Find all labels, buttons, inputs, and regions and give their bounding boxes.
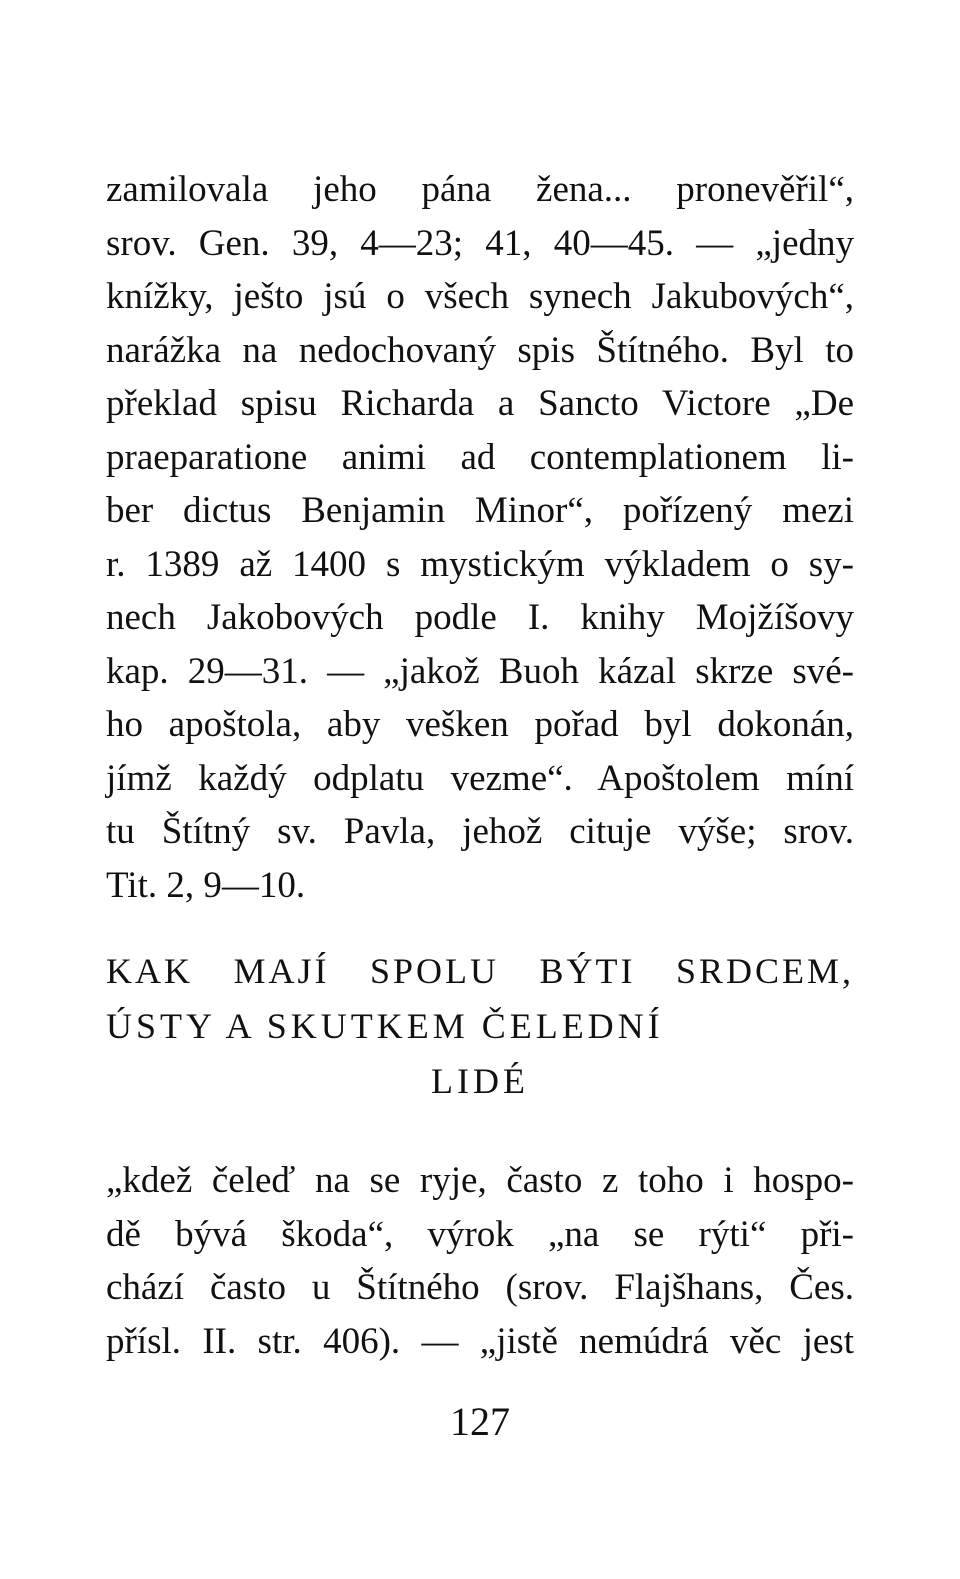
text-line: srov. Gen. 39, 4—23; 41, 40—45. — „jedny (106, 222, 854, 264)
commentary-paragraph (106, 163, 854, 912)
text-line: „kdež čeleď na se ryje, často z toho i hospo- (106, 1160, 854, 1201)
commentary-paragraph (106, 1154, 854, 1368)
text-line: knížky, ješto jsú o všech synech Jakubových“, (106, 276, 854, 317)
text-line: zamilovala jeho pána žena... pronevěřil“, (106, 169, 854, 210)
text-line: ho apoštola, aby vešken pořad byl dokonán, (106, 704, 854, 745)
text-line: r. 1389 až 1400 s mystickým výkladem o sy- (106, 543, 854, 585)
heading-line: ÚSTY A SKUTKEM ČELEDNÍ (106, 1006, 664, 1046)
text-line: překlad spisu Richarda a Sancto Victore „De (106, 383, 854, 424)
text-line: tu Štítný sv. Pavla, jehož cituje výše; srov. (106, 811, 854, 852)
text-line: narážka na nedochovaný spis Štítného. Byl to (106, 329, 854, 371)
text-line: Tit. 2, 9—10. (106, 864, 306, 906)
chapter-heading (106, 944, 854, 1109)
text-line: chází často u Štítného (srov. Flajšhans, Čes. (106, 1267, 854, 1308)
heading-line: LIDÉ (431, 1061, 529, 1101)
text-line: ber dictus Benjamin Minor“, pořízený mezi (106, 490, 854, 531)
text-line: praeparatione animi ad contemplationem li- (106, 436, 854, 478)
text-line: jímž každý odplatu vezme“. Apoštolem míní (106, 757, 854, 799)
text-line: kap. 29—31. — „jakož Buoh kázal skrze své- (106, 650, 854, 692)
heading-line: KAK MAJÍ SPOLU BÝTI SRDCEM, (106, 951, 854, 991)
text-line: přísl. II. str. 406). — „jistě nemúdrá věc jest (106, 1320, 854, 1362)
page-number: 127 (450, 1399, 510, 1444)
text-line: nech Jakobových podle I. knihy Mojžíšovy (106, 597, 854, 638)
text-line: dě bývá škoda“, výrok „na se rýti“ při- (106, 1213, 854, 1255)
